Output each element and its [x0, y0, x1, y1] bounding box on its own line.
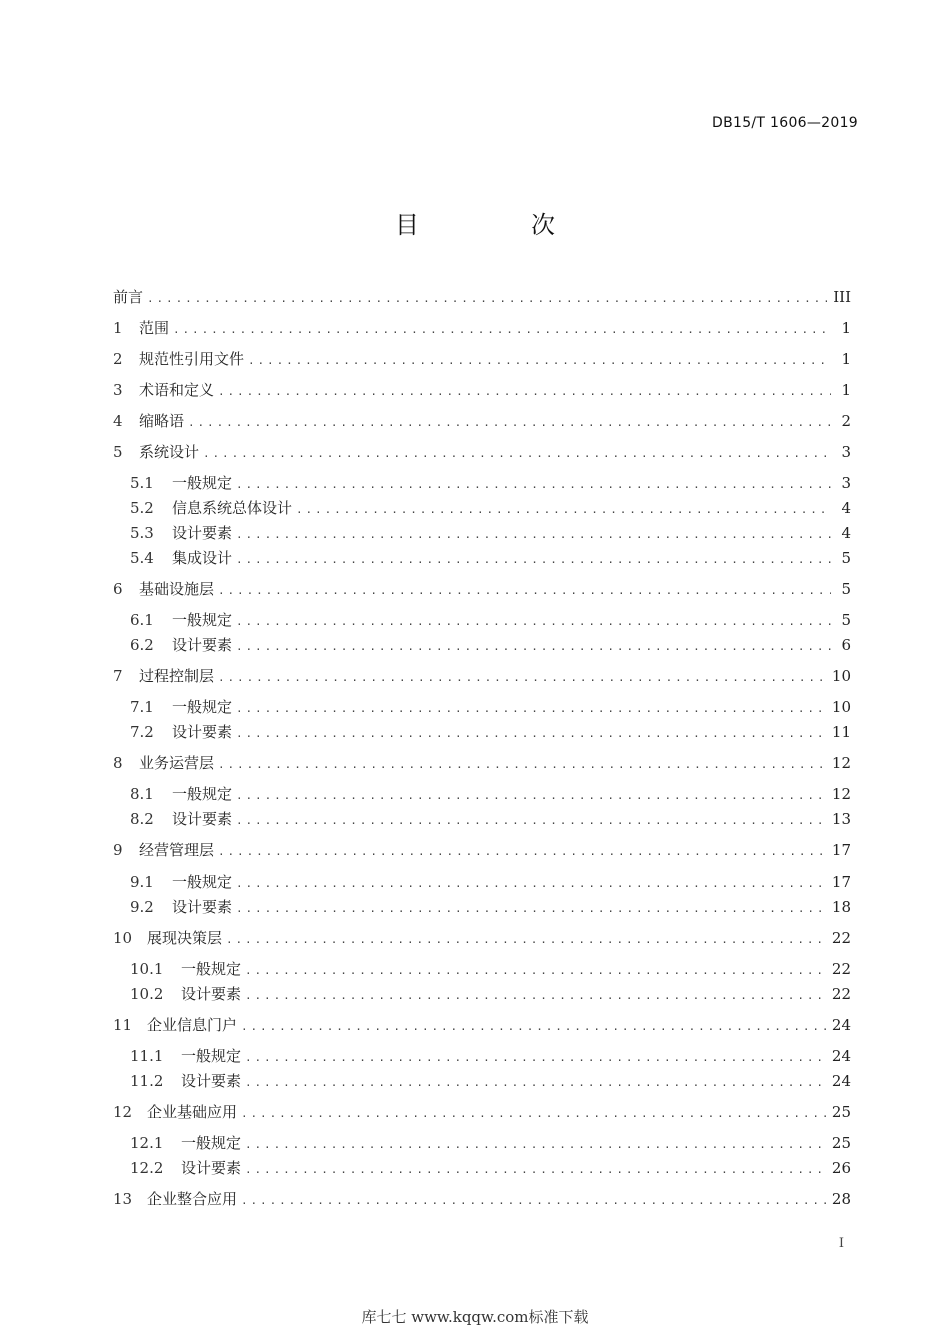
toc-entry-7-2[interactable]: [113, 720, 851, 744]
dot-leader: [203, 442, 831, 466]
toc-entry-12-2[interactable]: [113, 1156, 851, 1180]
toc-entry-number: 5.2: [130, 499, 154, 517]
toc-entry-10-2[interactable]: [113, 982, 851, 1006]
toc-entry-text: 设计要素: [181, 1072, 242, 1090]
toc-entry-text: 设计要素: [172, 723, 233, 741]
dot-leader: [226, 928, 826, 952]
toc-entry-text: 企业基础应用: [147, 1103, 238, 1121]
dot-leader: [236, 635, 831, 659]
dot-leader: [218, 753, 826, 777]
toc-entry-5-1[interactable]: [113, 471, 851, 495]
dot-leader: [236, 473, 831, 497]
toc-entry-7-1[interactable]: [113, 695, 851, 719]
toc-entry-page: 26: [831, 1159, 851, 1177]
dot-leader: [173, 318, 831, 342]
toc-entry-text: 一般规定: [172, 698, 233, 716]
toc-entry-number: 9: [113, 841, 123, 859]
toc-entry-text: 一般规定: [172, 611, 233, 629]
toc-entry-number: 9.2: [130, 898, 154, 916]
toc-entry-number: 8.1: [130, 785, 154, 803]
toc-entry-6-1[interactable]: [113, 608, 851, 632]
toc-entry-text: 系统设计: [139, 443, 200, 461]
dot-leader: [218, 666, 826, 690]
toc-entry-12[interactable]: [113, 1100, 851, 1124]
toc-entry-text: 企业信息门户: [147, 1016, 238, 1034]
toc-entry-text: 过程控制层: [139, 667, 215, 685]
dot-leader: [245, 959, 826, 983]
toc-entry-7[interactable]: [113, 664, 851, 688]
toc-entry-page: 24: [831, 1016, 851, 1034]
dot-leader: [236, 897, 826, 921]
dot-leader: [296, 498, 831, 522]
toc-entry-page: 17: [831, 873, 851, 891]
toc-entry-text: 缩略语: [139, 412, 185, 430]
toc-entry-page: 24: [831, 1072, 851, 1090]
document-code: DB15/T 1606—2019: [712, 115, 858, 131]
toc-entry-number: 11.1: [130, 1047, 164, 1065]
dot-leader: [218, 840, 826, 864]
toc-entry-number: 7.1: [130, 698, 154, 716]
toc-entry-page: 1: [841, 381, 851, 399]
toc-entry-8-2[interactable]: [113, 807, 851, 831]
toc-entry-page: 18: [831, 898, 851, 916]
toc-entry-number: 6.2: [130, 636, 154, 654]
toc-entry-5-2[interactable]: [113, 496, 851, 520]
toc-entry-text: 设计要素: [172, 810, 233, 828]
toc-entry-5-4[interactable]: [113, 546, 851, 570]
toc-entry-page: 4: [841, 524, 851, 542]
toc-entry-page: 10: [831, 667, 851, 685]
toc-entry-text: 企业整合应用: [147, 1190, 238, 1208]
footer-watermark: 库七七 www.kqqw.com标准下载: [361, 1308, 589, 1326]
dot-leader: [236, 610, 831, 634]
toc-entry-text: 业务运营层: [139, 754, 215, 772]
toc-title: 目 次: [395, 211, 599, 239]
dot-leader: [188, 411, 831, 435]
toc-entry-number: 8: [113, 754, 123, 772]
toc-entry-number: 2: [113, 350, 123, 368]
dot-leader: [236, 722, 826, 746]
toc-entry-number: 13: [113, 1190, 133, 1208]
toc-entry-number: 3: [113, 381, 123, 399]
dot-leader: [245, 1133, 826, 1157]
toc-entry-number: 5.4: [130, 549, 154, 567]
toc-entry-text: 一般规定: [181, 960, 242, 978]
toc-entry-page: 25: [831, 1134, 851, 1152]
toc-entry-page: 13: [831, 810, 851, 828]
toc-entry-9[interactable]: [113, 838, 851, 862]
toc-entry-number: 7: [113, 667, 123, 685]
toc-entry-page: 17: [831, 841, 851, 859]
toc-entry-text: 一般规定: [181, 1134, 242, 1152]
toc-entry-text: 设计要素: [172, 524, 233, 542]
toc-entry-number: 5: [113, 443, 123, 461]
toc-entry-number: 7.2: [130, 723, 154, 741]
toc-entry-page: 10: [831, 698, 851, 716]
dot-leader: [236, 872, 826, 896]
toc-entry-page: 28: [831, 1190, 851, 1208]
toc-entry-11-1[interactable]: [113, 1044, 851, 1068]
toc-entry-page: 11: [831, 723, 851, 741]
dot-leader: [241, 1102, 826, 1126]
toc-entry-page: 22: [831, 985, 851, 1003]
toc-entry-number: 6: [113, 580, 123, 598]
toc-entry-text: 规范性引用文件: [139, 350, 245, 368]
dot-leader: [241, 1189, 826, 1213]
toc-entry-12-1[interactable]: [113, 1131, 851, 1155]
toc-entry-page: 25: [831, 1103, 851, 1121]
toc-entry-number: 1: [113, 319, 123, 337]
toc-entry-page: 12: [831, 754, 851, 772]
toc-entry-text: 一般规定: [181, 1047, 242, 1065]
toc-entry-text: 基础设施层: [139, 580, 215, 598]
toc-entry-page: 2: [841, 412, 851, 430]
toc-entry-page: 12: [831, 785, 851, 803]
toc-entry-preface[interactable]: [113, 285, 851, 309]
toc-entry-text: 范围: [139, 319, 170, 337]
toc-entry-number: 12.1: [130, 1134, 164, 1152]
toc-entry-page: 4: [841, 499, 851, 517]
dot-leader: [236, 548, 831, 572]
toc-entry-number: 9.1: [130, 873, 154, 891]
toc-entry-page: 3: [841, 443, 851, 461]
toc-entry-page: III: [833, 288, 851, 306]
dot-leader: [245, 984, 826, 1008]
toc-entry-text: 信息系统总体设计: [172, 499, 293, 517]
toc-entry-text: 设计要素: [181, 1159, 242, 1177]
toc-entry-page: 6: [841, 636, 851, 654]
toc-entry-number: 10.2: [130, 985, 164, 1003]
dot-leader: [147, 287, 827, 311]
toc-entry-number: 12: [113, 1103, 133, 1121]
toc-entry-number: 10.1: [130, 960, 164, 978]
dot-leader: [236, 697, 826, 721]
toc-entry-page: 22: [831, 960, 851, 978]
dot-leader: [236, 809, 826, 833]
toc-entry-number: 5.1: [130, 474, 154, 492]
toc-entry-3[interactable]: [113, 378, 851, 402]
dot-leader: [236, 523, 831, 547]
toc-entry-number: 6.1: [130, 611, 154, 629]
toc-entry-text: 一般规定: [172, 785, 233, 803]
toc-entry-9-1[interactable]: [113, 870, 851, 894]
toc-entry-13[interactable]: [113, 1187, 851, 1211]
toc-entry-text: 展现决策层: [147, 929, 223, 947]
toc-entry-page: 22: [831, 929, 851, 947]
toc-entry-1[interactable]: [113, 316, 851, 340]
dot-leader: [245, 1046, 826, 1070]
toc-entry-number: 5.3: [130, 524, 154, 542]
toc-entry-8-1[interactable]: [113, 782, 851, 806]
toc-entry-11-2[interactable]: [113, 1069, 851, 1093]
toc-entry-page: 3: [841, 474, 851, 492]
toc-entry-2[interactable]: [113, 347, 851, 371]
toc-entry-page: 5: [841, 611, 851, 629]
toc-entry-text: 术语和定义: [139, 381, 215, 399]
page-number: I: [838, 1236, 844, 1251]
toc-entry-9-2[interactable]: [113, 895, 851, 919]
toc-entry-text: 一般规定: [172, 873, 233, 891]
toc-entry-number: 11.2: [130, 1072, 164, 1090]
toc-entry-text: 设计要素: [181, 985, 242, 1003]
toc-entry-page: 1: [841, 350, 851, 368]
toc-entry-number: 4: [113, 412, 123, 430]
toc-entry-number: 10: [113, 929, 133, 947]
toc-entry-8[interactable]: [113, 751, 851, 775]
dot-leader: [248, 349, 831, 373]
toc-entry-text: 设计要素: [172, 636, 233, 654]
dot-leader: [218, 579, 831, 603]
toc-entry-text: 集成设计: [172, 549, 233, 567]
toc-entry-11[interactable]: [113, 1013, 851, 1037]
toc-entry-page: 5: [841, 549, 851, 567]
toc-entry-number: 11: [113, 1016, 133, 1034]
toc-entry-text: 经营管理层: [139, 841, 215, 859]
toc-entry-page: 5: [841, 580, 851, 598]
dot-leader: [236, 784, 826, 808]
dot-leader: [218, 380, 831, 404]
toc-entry-6[interactable]: [113, 577, 851, 601]
toc-entry-page: 24: [831, 1047, 851, 1065]
toc-entry-6-2[interactable]: [113, 633, 851, 657]
toc-entry-5[interactable]: [113, 440, 851, 464]
toc-entry-10[interactable]: [113, 926, 851, 950]
toc-entry-4[interactable]: [113, 409, 851, 433]
toc-entry-5-3[interactable]: [113, 521, 851, 545]
toc-entry-10-1[interactable]: [113, 957, 851, 981]
toc-entry-number: 8.2: [130, 810, 154, 828]
dot-leader: [245, 1158, 826, 1182]
toc-entry-text: 前言: [113, 288, 144, 306]
toc-entry-text: 设计要素: [172, 898, 233, 916]
toc-entry-page: 1: [841, 319, 851, 337]
toc-entry-number: 12.2: [130, 1159, 164, 1177]
dot-leader: [245, 1071, 826, 1095]
toc-entry-text: 一般规定: [172, 474, 233, 492]
dot-leader: [241, 1015, 826, 1039]
